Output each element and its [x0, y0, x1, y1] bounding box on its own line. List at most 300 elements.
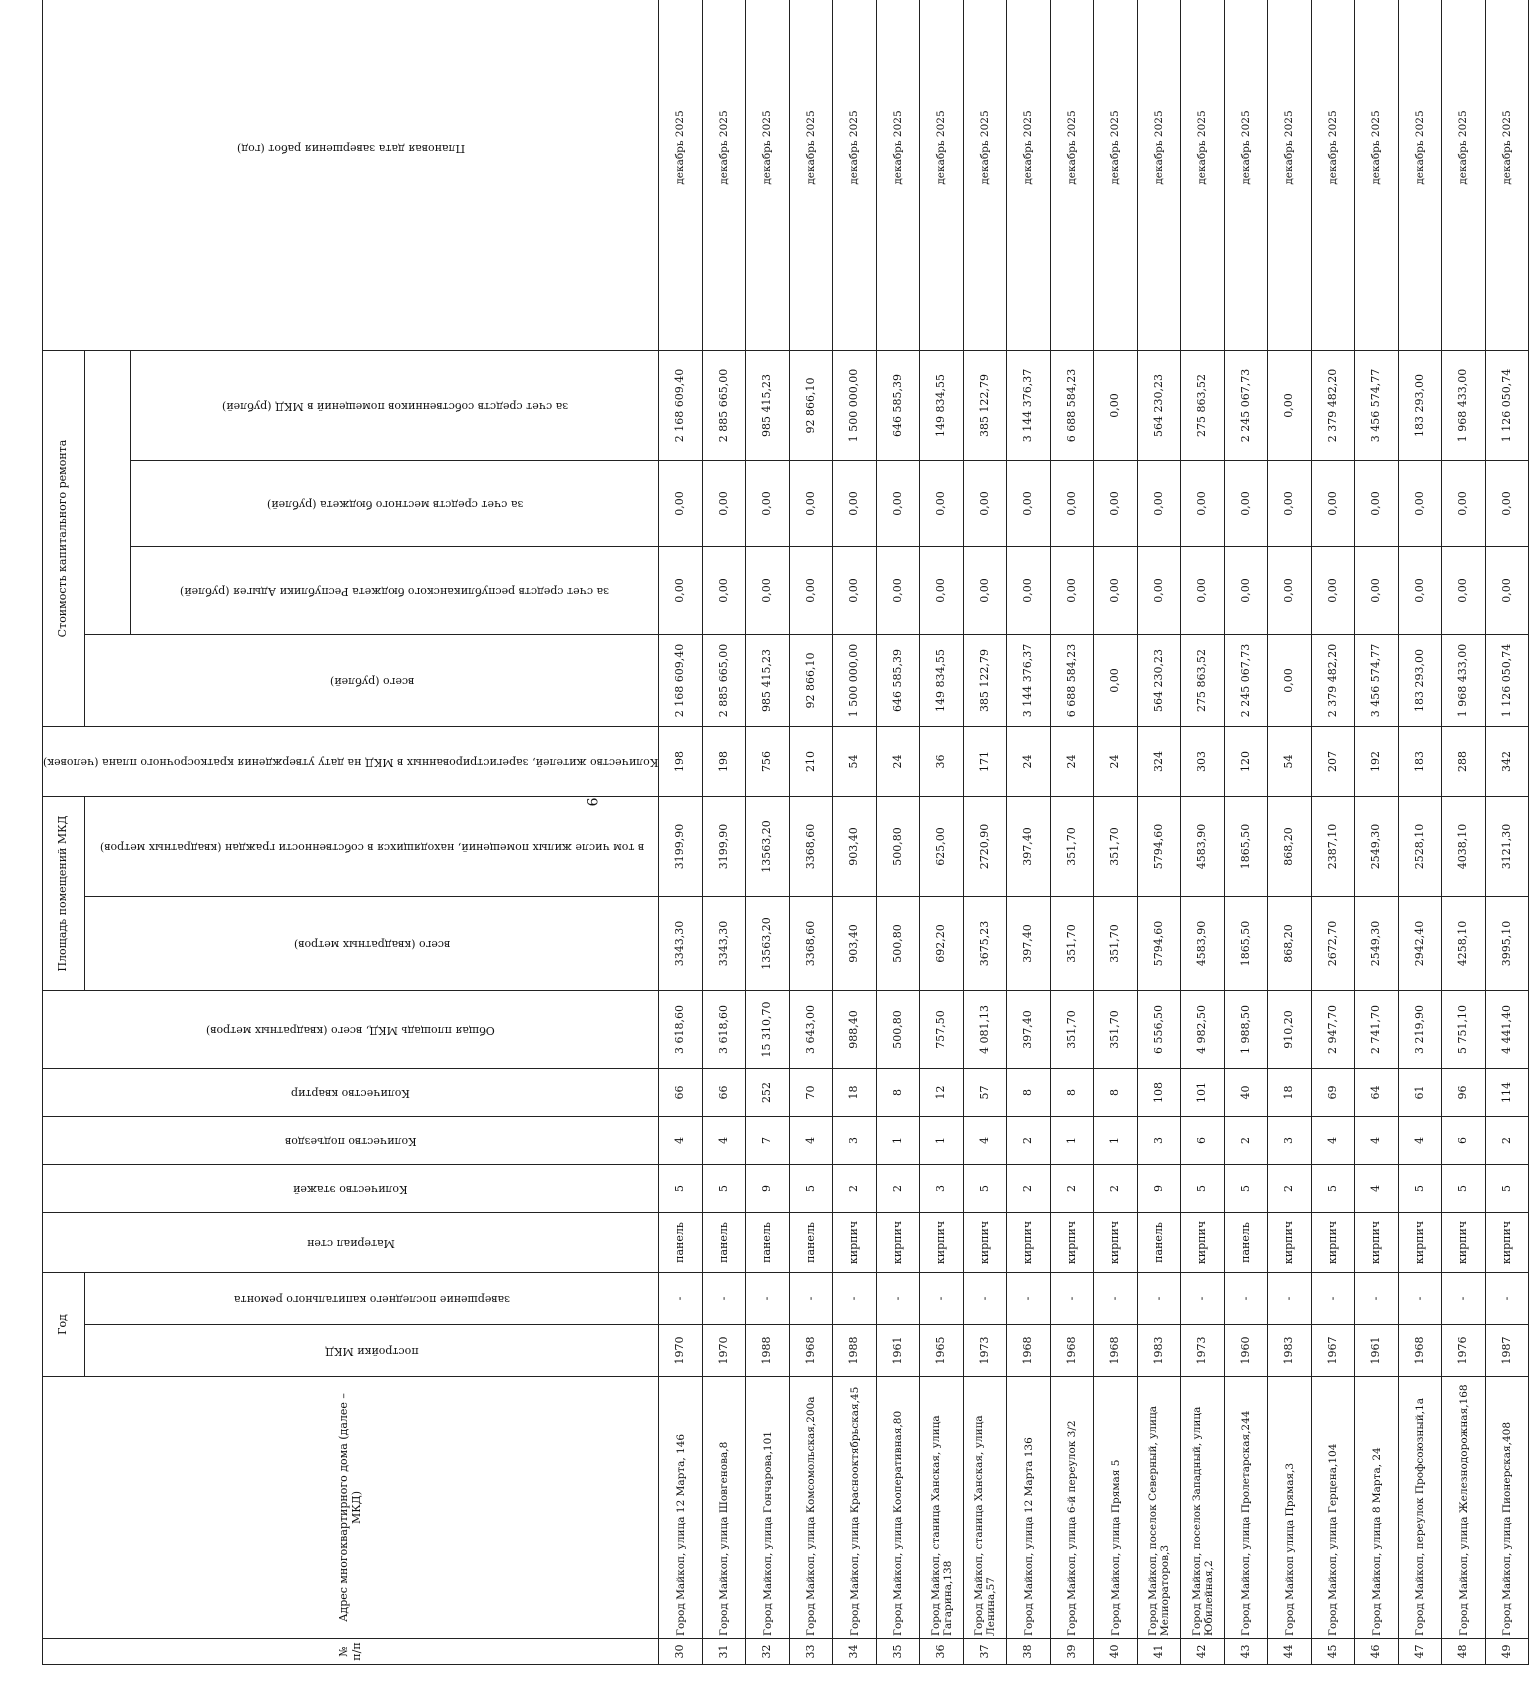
row-residents: 288 [1442, 727, 1486, 797]
header-total-area: Общая площадь МКД, всего (квадратных метров) [206, 1023, 496, 1037]
row-floors: 3 [920, 1165, 964, 1213]
header-year-last-repair: завершение последнего капитального ремонта [233, 1292, 510, 1306]
row-wall-material: панель [702, 1213, 746, 1273]
row-wall-material: кирпич [963, 1213, 1007, 1273]
row-total-area: 2 947,70 [1311, 991, 1355, 1069]
row-floors: 2 [1050, 1165, 1094, 1213]
row-premises-citizens: 2720,90 [963, 797, 1007, 897]
row-entrances: 1 [1094, 1117, 1138, 1165]
row-wall-material: панель [746, 1213, 790, 1273]
header-cost-local: за счет средств местного бюджета (рублей) [266, 497, 524, 511]
row-cost-owners: 385 122,79 [963, 351, 1007, 461]
row-wall-material: кирпич [876, 1213, 920, 1273]
row-number: 48 [1442, 1639, 1486, 1665]
header-total-area-cell [43, 991, 659, 1069]
row-cost-owners: 92 866,10 [789, 351, 833, 461]
row-cost-republic: 0,00 [746, 547, 790, 635]
header-row-1 [43, 0, 85, 1665]
row-floors: 5 [1311, 1165, 1355, 1213]
row-premises-citizens: 625,00 [920, 797, 964, 897]
row-year-built: 1968 [1007, 1325, 1051, 1377]
row-year-built: 1973 [1181, 1325, 1225, 1377]
row-apartments: 8 [1094, 1069, 1138, 1117]
row-residents: 24 [1007, 727, 1051, 797]
header-entrances-cell [43, 1117, 659, 1165]
row-cost-local: 0,00 [1224, 461, 1268, 547]
table-row [659, 0, 703, 1665]
row-last-repair: - [789, 1273, 833, 1325]
row-premises-citizens: 903,40 [833, 797, 877, 897]
row-cost-republic: 0,00 [789, 547, 833, 635]
row-last-repair: - [702, 1273, 746, 1325]
row-cost-owners: 2 168 609,40 [659, 351, 703, 461]
table-row [963, 0, 1007, 1665]
row-cost-local: 0,00 [920, 461, 964, 547]
row-residents: 24 [876, 727, 920, 797]
row-last-repair: - [1094, 1273, 1138, 1325]
row-address: Город Майкоп, улица Гончарова,101 [746, 1377, 790, 1639]
row-cost-republic: 0,00 [1050, 547, 1094, 635]
header-premises-group: Площадь помещений МКД [43, 797, 85, 991]
row-year-built: 1970 [702, 1325, 746, 1377]
row-premises-total: 13563,20 [746, 897, 790, 991]
row-planned-date: декабрь 2025 [1137, 0, 1181, 351]
row-entrances: 4 [702, 1117, 746, 1165]
row-premises-citizens: 2387,10 [1311, 797, 1355, 897]
row-address: Город Майкоп, улица Пионерская,408 [1485, 1377, 1529, 1639]
row-residents: 54 [1268, 727, 1312, 797]
row-cost-local: 0,00 [1311, 461, 1355, 547]
row-total-area: 6 556,50 [1137, 991, 1181, 1069]
row-number: 49 [1485, 1639, 1529, 1665]
row-floors: 5 [1398, 1165, 1442, 1213]
row-wall-material: кирпич [1094, 1213, 1138, 1273]
row-number: 47 [1398, 1639, 1442, 1665]
row-residents: 342 [1485, 727, 1529, 797]
row-premises-total: 397,40 [1007, 897, 1051, 991]
row-entrances: 2 [1485, 1117, 1529, 1165]
row-cost-total: 385 122,79 [963, 635, 1007, 727]
row-residents: 120 [1224, 727, 1268, 797]
row-address: Город Майкоп, улица Герцена,104 [1311, 1377, 1355, 1639]
row-cost-owners: 275 863,52 [1181, 351, 1225, 461]
row-cost-local: 0,00 [876, 461, 920, 547]
header-planned-date-cell [43, 0, 659, 351]
row-wall-material: панель [1137, 1213, 1181, 1273]
row-premises-citizens: 13563,20 [746, 797, 790, 897]
row-last-repair: - [963, 1273, 1007, 1325]
row-apartments: 96 [1442, 1069, 1486, 1117]
header-residents: Количество жителей, зарегистрированных в МКД на дату утверждения краткосрочного плана (человек) [43, 755, 659, 769]
row-cost-total: 183 293,00 [1398, 635, 1442, 727]
row-premises-total: 903,40 [833, 897, 877, 991]
row-floors: 2 [1007, 1165, 1051, 1213]
row-year-built: 1968 [1398, 1325, 1442, 1377]
row-floors: 2 [833, 1165, 877, 1213]
row-wall-material: кирпич [1007, 1213, 1051, 1273]
row-cost-local: 0,00 [789, 461, 833, 547]
row-cost-local: 0,00 [1268, 461, 1312, 547]
row-cost-owners: 985 415,23 [746, 351, 790, 461]
row-number: 38 [1007, 1639, 1051, 1665]
row-address: Город Майкоп, поселок Западный, улица Юбилейная,2 [1181, 1377, 1225, 1639]
row-cost-owners: 6 688 584,23 [1050, 351, 1094, 461]
row-entrances: 4 [789, 1117, 833, 1165]
row-floors: 5 [1485, 1165, 1529, 1213]
row-wall-material: кирпич [1442, 1213, 1486, 1273]
row-premises-total: 4258,10 [1442, 897, 1486, 991]
row-year-built: 1970 [659, 1325, 703, 1377]
row-number: 35 [876, 1639, 920, 1665]
row-floors: 5 [789, 1165, 833, 1213]
row-floors: 5 [1181, 1165, 1225, 1213]
row-total-area: 757,50 [920, 991, 964, 1069]
row-total-area: 4 081,13 [963, 991, 1007, 1069]
row-total-area: 4 441,40 [1485, 991, 1529, 1069]
row-apartments: 66 [702, 1069, 746, 1117]
row-floors: 9 [1137, 1165, 1181, 1213]
header-cost-republic: за счет средств республиканского бюджета Республики Адыгея (рублей) [180, 584, 610, 598]
row-residents: 183 [1398, 727, 1442, 797]
row-residents: 171 [963, 727, 1007, 797]
row-floors: 4 [1355, 1165, 1399, 1213]
row-premises-total: 4583,90 [1181, 897, 1225, 991]
row-premises-total: 3675,23 [963, 897, 1007, 991]
row-floors: 5 [963, 1165, 1007, 1213]
row-premises-citizens: 2549,30 [1355, 797, 1399, 897]
header-planned-date: Плановая дата завершения работ (год) [236, 141, 465, 155]
row-cost-republic: 0,00 [833, 547, 877, 635]
row-year-built: 1968 [1050, 1325, 1094, 1377]
row-number: 45 [1311, 1639, 1355, 1665]
row-apartments: 70 [789, 1069, 833, 1117]
row-planned-date: декабрь 2025 [1007, 0, 1051, 351]
row-residents: 192 [1355, 727, 1399, 797]
table-row [1311, 0, 1355, 1665]
row-cost-total: 1 968 433,00 [1442, 635, 1486, 727]
row-premises-citizens: 3199,90 [702, 797, 746, 897]
header-wall-material: Материал стен [306, 1236, 395, 1250]
row-premises-citizens: 3199,90 [659, 797, 703, 897]
row-cost-republic: 0,00 [920, 547, 964, 635]
row-wall-material: кирпич [1311, 1213, 1355, 1273]
row-total-area: 3 618,60 [659, 991, 703, 1069]
row-planned-date: декабрь 2025 [1442, 0, 1486, 351]
table-body [659, 0, 1529, 1665]
header-premises-total-cell [85, 897, 659, 991]
row-address: Город Майкоп, улица 12 Марта, 146 [659, 1377, 703, 1639]
row-premises-citizens: 351,70 [1050, 797, 1094, 897]
row-year-built: 1973 [963, 1325, 1007, 1377]
row-floors: 2 [876, 1165, 920, 1213]
row-wall-material: кирпич [920, 1213, 964, 1273]
row-residents: 210 [789, 727, 833, 797]
row-entrances: 3 [1137, 1117, 1181, 1165]
table-row [702, 0, 746, 1665]
row-address: Город Майкоп, улица Краснооктябрьская,45 [833, 1377, 877, 1639]
header-cost-group: Стоимость капитального ремонта [43, 351, 85, 727]
row-cost-owners: 3 456 574,77 [1355, 351, 1399, 461]
row-cost-local: 0,00 [1442, 461, 1486, 547]
row-apartments: 108 [1137, 1069, 1181, 1117]
row-cost-total: 149 834,55 [920, 635, 964, 727]
header-apartments: Количество квартир [291, 1086, 411, 1100]
row-cost-republic: 0,00 [1224, 547, 1268, 635]
row-last-repair: - [1007, 1273, 1051, 1325]
row-floors: 2 [1094, 1165, 1138, 1213]
row-number: 37 [963, 1639, 1007, 1665]
row-cost-total: 985 415,23 [746, 635, 790, 727]
row-cost-owners: 0,00 [1094, 351, 1138, 461]
row-apartments: 18 [1268, 1069, 1312, 1117]
row-cost-total: 3 456 574,77 [1355, 635, 1399, 727]
row-cost-local: 0,00 [1007, 461, 1051, 547]
row-last-repair: - [833, 1273, 877, 1325]
row-number: 40 [1094, 1639, 1138, 1665]
row-planned-date: декабрь 2025 [789, 0, 833, 351]
row-premises-citizens: 1865,50 [1224, 797, 1268, 897]
row-total-area: 1 988,50 [1224, 991, 1268, 1069]
row-last-repair: - [1398, 1273, 1442, 1325]
row-residents: 54 [833, 727, 877, 797]
row-premises-citizens: 868,20 [1268, 797, 1312, 897]
row-entrances: 4 [1311, 1117, 1355, 1165]
row-last-repair: - [659, 1273, 703, 1325]
row-year-built: 1968 [789, 1325, 833, 1377]
row-cost-local: 0,00 [1398, 461, 1442, 547]
row-entrances: 1 [1050, 1117, 1094, 1165]
row-number: 39 [1050, 1639, 1094, 1665]
row-apartments: 64 [1355, 1069, 1399, 1117]
row-cost-total: 2 245 067,73 [1224, 635, 1268, 727]
row-apartments: 40 [1224, 1069, 1268, 1117]
row-last-repair: - [1268, 1273, 1312, 1325]
row-number: 34 [833, 1639, 877, 1665]
row-premises-citizens: 351,70 [1094, 797, 1138, 897]
header-premises-total: всего (квадратных метров) [293, 937, 450, 951]
row-address: Город Майкоп, улица 6-й переулок 3/2 [1050, 1377, 1094, 1639]
table-row [1398, 0, 1442, 1665]
row-wall-material: кирпич [1181, 1213, 1225, 1273]
row-planned-date: декабрь 2025 [1311, 0, 1355, 351]
row-address: Город Майкоп, улица Железнодорожная,168 [1442, 1377, 1486, 1639]
row-premises-citizens: 3121,30 [1485, 797, 1529, 897]
row-entrances: 4 [1398, 1117, 1442, 1165]
row-premises-total: 1865,50 [1224, 897, 1268, 991]
row-cost-owners: 2 885 665,00 [702, 351, 746, 461]
row-floors: 5 [702, 1165, 746, 1213]
row-floors: 5 [659, 1165, 703, 1213]
row-cost-owners: 1 126 050,74 [1485, 351, 1529, 461]
row-wall-material: кирпич [1355, 1213, 1399, 1273]
row-premises-citizens: 5794,60 [1137, 797, 1181, 897]
header-floors-cell [43, 1165, 659, 1213]
row-last-repair: - [746, 1273, 790, 1325]
row-planned-date: декабрь 2025 [1050, 0, 1094, 351]
row-wall-material: кирпич [1268, 1213, 1312, 1273]
row-cost-total: 1 500 000,00 [833, 635, 877, 727]
row-planned-date: декабрь 2025 [876, 0, 920, 351]
row-premises-citizens: 2528,10 [1398, 797, 1442, 897]
row-cost-total: 646 585,39 [876, 635, 920, 727]
row-wall-material: кирпич [1398, 1213, 1442, 1273]
header-cost-republic-cell [131, 547, 659, 635]
header-cost-owners-cell [131, 351, 659, 461]
row-cost-republic: 0,00 [1094, 547, 1138, 635]
row-apartments: 12 [920, 1069, 964, 1117]
row-premises-citizens: 4038,10 [1442, 797, 1486, 897]
row-wall-material: кирпич [1050, 1213, 1094, 1273]
row-cost-local: 0,00 [1181, 461, 1225, 547]
header-cost-subgroup-line [85, 351, 131, 635]
table-row [1355, 0, 1399, 1665]
row-planned-date: декабрь 2025 [1355, 0, 1399, 351]
row-apartments: 8 [876, 1069, 920, 1117]
row-total-area: 2 741,70 [1355, 991, 1399, 1069]
row-cost-local: 0,00 [702, 461, 746, 547]
row-cost-owners: 2 245 067,73 [1224, 351, 1268, 461]
row-entrances: 1 [920, 1117, 964, 1165]
row-wall-material: панель [659, 1213, 703, 1273]
row-residents: 24 [1094, 727, 1138, 797]
row-number: 30 [659, 1639, 703, 1665]
row-number: 44 [1268, 1639, 1312, 1665]
table-row [1181, 0, 1225, 1665]
row-residents: 324 [1137, 727, 1181, 797]
row-entrances: 4 [659, 1117, 703, 1165]
row-address: Город Майкоп, улица Комсомольская,200а [789, 1377, 833, 1639]
row-residents: 24 [1050, 727, 1094, 797]
row-last-repair: - [1181, 1273, 1225, 1325]
row-apartments: 252 [746, 1069, 790, 1117]
table-row [1268, 0, 1312, 1665]
header-cost-total-cell [85, 635, 659, 727]
row-premises-total: 2549,30 [1355, 897, 1399, 991]
row-apartments: 114 [1485, 1069, 1529, 1117]
row-premises-total: 5794,60 [1137, 897, 1181, 991]
header-year-built: постройки МКД [324, 1344, 419, 1358]
row-residents: 198 [702, 727, 746, 797]
row-cost-total: 564 230,23 [1137, 635, 1181, 727]
row-year-built: 1968 [1094, 1325, 1138, 1377]
row-cost-local: 0,00 [1094, 461, 1138, 547]
row-planned-date: декабрь 2025 [920, 0, 964, 351]
row-number: 33 [789, 1639, 833, 1665]
row-cost-republic: 0,00 [876, 547, 920, 635]
header-residents-cell [43, 727, 659, 797]
row-total-area: 5 751,10 [1442, 991, 1486, 1069]
row-premises-total: 2942,40 [1398, 897, 1442, 991]
row-last-repair: - [1137, 1273, 1181, 1325]
row-entrances: 4 [1355, 1117, 1399, 1165]
row-cost-local: 0,00 [1137, 461, 1181, 547]
row-floors: 9 [746, 1165, 790, 1213]
row-cost-republic: 0,00 [1311, 547, 1355, 635]
repair-plan-table-wrapper [42, 45, 1514, 1665]
table-row [920, 0, 964, 1665]
row-last-repair: - [920, 1273, 964, 1325]
row-year-built: 1987 [1485, 1325, 1529, 1377]
row-last-repair: - [1485, 1273, 1529, 1325]
row-total-area: 15 310,70 [746, 991, 790, 1069]
header-wall-material-cell [43, 1213, 659, 1273]
row-address: Город Майкоп улица Прямая,3 [1268, 1377, 1312, 1639]
row-premises-total: 3343,30 [702, 897, 746, 991]
row-planned-date: декабрь 2025 [1398, 0, 1442, 351]
row-apartments: 101 [1181, 1069, 1225, 1117]
table-row [1094, 0, 1138, 1665]
row-planned-date: декабрь 2025 [1181, 0, 1225, 351]
row-total-area: 988,40 [833, 991, 877, 1069]
row-address: Город Майкоп, улица Прямая 5 [1094, 1377, 1138, 1639]
row-floors: 5 [1442, 1165, 1486, 1213]
table-row [1007, 0, 1051, 1665]
row-entrances: 1 [876, 1117, 920, 1165]
row-cost-total: 2 168 609,40 [659, 635, 703, 727]
row-total-area: 500,80 [876, 991, 920, 1069]
row-entrances: 7 [746, 1117, 790, 1165]
row-cost-local: 0,00 [746, 461, 790, 547]
row-year-built: 1960 [1224, 1325, 1268, 1377]
row-entrances: 3 [1268, 1117, 1312, 1165]
row-cost-total: 2 379 482,20 [1311, 635, 1355, 727]
row-wall-material: кирпич [1485, 1213, 1529, 1273]
row-cost-republic: 0,00 [1007, 547, 1051, 635]
row-total-area: 351,70 [1094, 991, 1138, 1069]
row-entrances: 3 [833, 1117, 877, 1165]
row-number: 46 [1355, 1639, 1399, 1665]
row-apartments: 61 [1398, 1069, 1442, 1117]
row-premises-total: 500,80 [876, 897, 920, 991]
row-wall-material: панель [1224, 1213, 1268, 1273]
row-floors: 2 [1268, 1165, 1312, 1213]
row-last-repair: - [1224, 1273, 1268, 1325]
table-row [1224, 0, 1268, 1665]
row-cost-owners: 0,00 [1268, 351, 1312, 461]
row-cost-republic: 0,00 [1137, 547, 1181, 635]
row-cost-total: 0,00 [1094, 635, 1138, 727]
row-cost-republic: 0,00 [702, 547, 746, 635]
row-apartments: 18 [833, 1069, 877, 1117]
row-planned-date: декабрь 2025 [702, 0, 746, 351]
row-apartments: 57 [963, 1069, 1007, 1117]
row-entrances: 2 [1007, 1117, 1051, 1165]
row-premises-citizens: 3368,60 [789, 797, 833, 897]
row-cost-total: 0,00 [1268, 635, 1312, 727]
row-cost-republic: 0,00 [1268, 547, 1312, 635]
row-total-area: 910,20 [1268, 991, 1312, 1069]
row-premises-citizens: 4583,90 [1181, 797, 1225, 897]
row-entrances: 6 [1181, 1117, 1225, 1165]
row-planned-date: декабрь 2025 [1485, 0, 1529, 351]
row-cost-republic: 0,00 [1398, 547, 1442, 635]
row-cost-total: 1 126 050,74 [1485, 635, 1529, 727]
row-number: 31 [702, 1639, 746, 1665]
row-year-built: 1976 [1442, 1325, 1486, 1377]
table-row [876, 0, 920, 1665]
row-last-repair: - [1442, 1273, 1486, 1325]
row-premises-total: 868,20 [1268, 897, 1312, 991]
row-address: Город Майкоп, улица 12 Марта 136 [1007, 1377, 1051, 1639]
row-planned-date: декабрь 2025 [746, 0, 790, 351]
row-total-area: 3 643,00 [789, 991, 833, 1069]
row-residents: 198 [659, 727, 703, 797]
row-year-built: 1965 [920, 1325, 964, 1377]
header-entrances: Количество подъездов [284, 1134, 417, 1148]
row-residents: 756 [746, 727, 790, 797]
row-cost-local: 0,00 [963, 461, 1007, 547]
header-floors: Количество этажей [293, 1182, 408, 1196]
